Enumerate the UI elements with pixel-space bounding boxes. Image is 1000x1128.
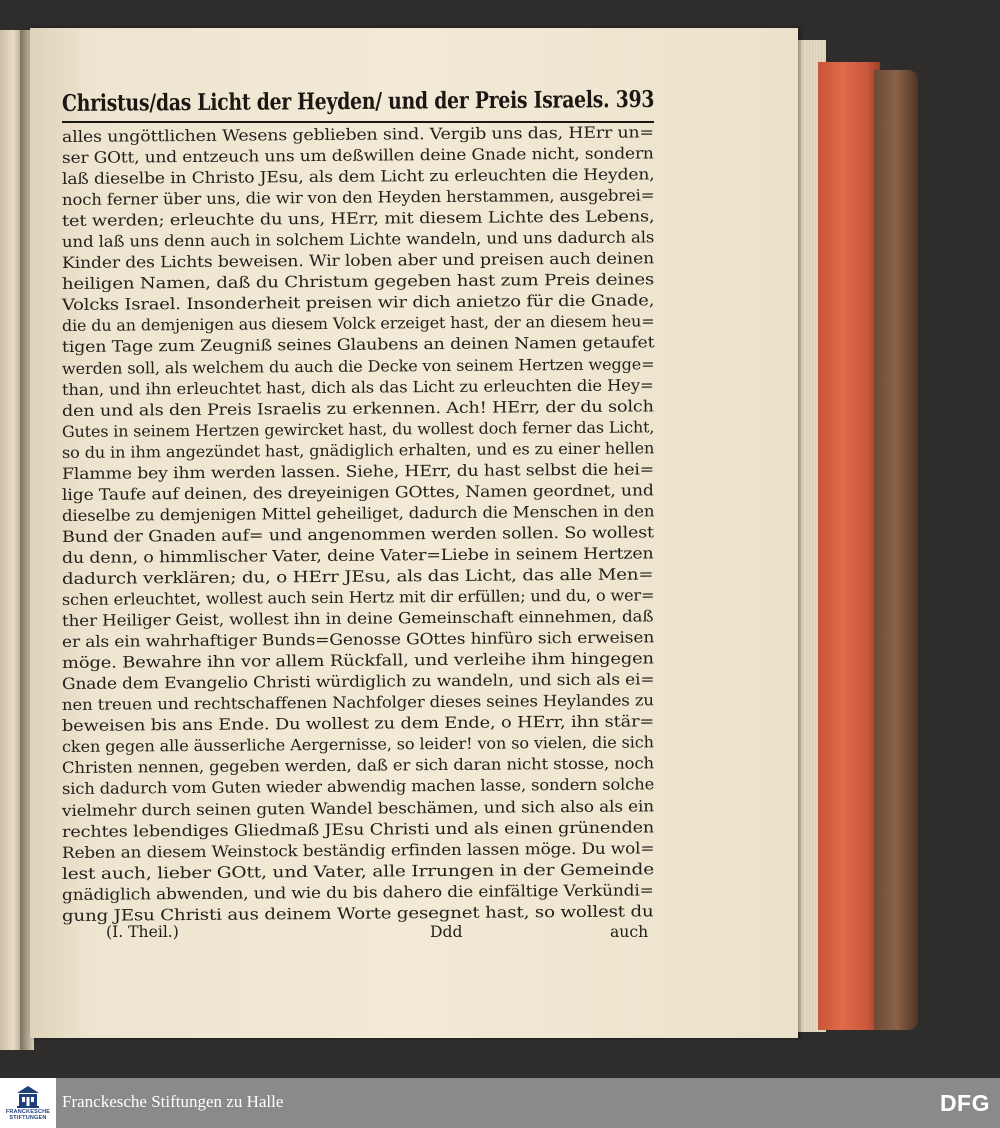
text-line: Kinder des Lichts beweisen. Wir loben aber und preisen auch deinen (61, 249, 655, 273)
text-line: Gutes in seinem Hertzen gewircket hast, du wollest doch ferner das Licht, (61, 418, 655, 441)
text-line: werden soll, als welchem du auch die Decke von seinem Hertzen wegge= (61, 354, 655, 378)
text-line: sich dadurch vom Guten wieder abwendig machen lasse, sondern solche (61, 775, 655, 799)
building-icon (15, 1085, 41, 1109)
text-line: beweisen bis ans Ende. Du wollest zu dem Ende, o HErr, ihn stär= (61, 712, 655, 736)
text-line: Bund der Gnaden auf= und angenommen werden sollen. So wollest (61, 523, 654, 546)
text-line: ser GOtt, und entzeuch uns um deßwillen deine Gnade nicht, sondern (61, 144, 654, 168)
body-text (61, 123, 655, 927)
franckesche-logo[interactable] (0, 1078, 56, 1128)
catchword: auch (610, 922, 649, 941)
text-line: noch ferner über uns, die wir von den Heyden herstammen, ausgebrei= (61, 186, 655, 210)
text-line: er als ein wahrhaftiger Bunds=Genosse GOttes hinfüro sich erweisen (61, 628, 655, 652)
logo-label-top: FRANCKESCHE (5, 1109, 51, 1115)
attribution-bar (0, 1078, 1000, 1128)
text-line: möge. Bewahre ihn vor allem Rückfall, und verleihe ihm hingegen (61, 649, 654, 673)
red-page-edge (818, 62, 880, 1030)
text-line: alles ungöttlichen Wesens geblieben sind. Vergib uns das, HErr un= (61, 123, 655, 146)
text-line: dadurch verklären; du, o HErr JEsu, als das Licht, das alle Men= (61, 565, 654, 588)
logo-label-bottom: STIFTUNGEN (9, 1115, 47, 1121)
text-line: gnädiglich abwenden, und wie du bis dahero die einfältige Verkündi= (61, 881, 654, 904)
text-line: than, und ihn erleuchtet hast, dich als das Licht zu erleuchten die Hey= (61, 375, 654, 399)
running-head-text: Christus/das Licht der Heyden/ und der Preis Israels. (61, 86, 610, 117)
page-footer (62, 923, 654, 947)
text-line: ther Heiliger Geist, wollest ihn in deine Gemeinschaft einnehmen, daß (61, 607, 654, 631)
text-line: du denn, o himmlischer Vater, deine Vater=Liebe in seinem Hertzen (61, 544, 654, 567)
dfg-logo[interactable]: DFG (939, 1090, 990, 1116)
text-line: Gnade dem Evangelio Christi würdiglich zu wandeln, und sich als ei= (61, 670, 655, 694)
text-line: lige Taufe auf deinen, des dreyeinigen GOttes, Namen geordnet, und (61, 481, 654, 504)
text-line: laß dieselbe in Christo JEsu, als dem Licht zu erleuchten die Heyden, (61, 165, 655, 189)
text-line: lest auch, lieber GOtt, und Vater, alle Irrungen in der Gemeinde (61, 859, 655, 883)
text-line: Volcks Israel. Insonderheit preisen wir dich anietzo für die Gnade, (61, 291, 655, 315)
text-line: schen erleuchtet, wollest auch sein Hertz mit dir erfüllen; und du, o wer= (61, 586, 655, 610)
text-line: tigen Tage zum Zeugniß seines Glaubens an deinen Namen getaufet (61, 333, 655, 357)
text-line: tet werden; erleuchte du uns, HErr, mit diesem Lichte des Lebens, (61, 207, 655, 231)
text-line: nen treuen und rechtschaffenen Nachfolger dieses seines Heylandes zu (61, 691, 654, 715)
text-line: Flamme bey ihm werden lassen. Siehe, HErr, du hast selbst die hei= (61, 460, 655, 483)
text-line: rechtes lebendiges Gliedmaß JEsu Christi und als einen grünenden (61, 817, 655, 841)
text-line: den und als den Preis Israelis zu erkennen. Ach! HErr, der du solch (61, 396, 654, 420)
left-page-edge (0, 30, 22, 1050)
text-line: die du an demjenigen aus diesem Volck erzeiget hast, der an diesem heu= (61, 312, 655, 336)
text-line: vielmehr durch seinen guten Wandel beschämen, und sich also als ein (61, 796, 654, 820)
text-line: Christen nennen, gegeben werden, daß er sich daran nicht stosse, noch (61, 754, 655, 778)
volume-label: (I. Theil.) (106, 922, 179, 941)
text-line: gung JEsu Christi aus deinem Worte gesegnet hast, so wollest du (61, 902, 654, 925)
text-line: dieselbe zu demjenigen Mittel geheiliget, dadurch die Menschen in den (61, 502, 655, 525)
text-line: Reben an diesem Weinstock beständig erfinden lassen möge. Du wol= (61, 838, 655, 862)
running-head (61, 85, 655, 117)
text-line: so du in ihm angezündet hast, gnädiglich erhalten, und es zu einer hellen (61, 439, 655, 462)
institution-name[interactable]: Franckesche Stiftungen zu Halle (62, 1092, 284, 1111)
text-line: und laß uns denn auch in solchem Lichte wandeln, und uns dadurch als (61, 228, 655, 252)
text-line: cken gegen alle äusserliche Aergernisse, so leider! von so vielen, die sich (61, 733, 654, 757)
text-line: heiligen Namen, daß du Christum gegeben hast zum Preis deines (61, 270, 655, 294)
signature-mark: Ddd (430, 922, 463, 941)
page-number: 393 (615, 85, 655, 114)
book-cover (874, 70, 918, 1030)
page-content (61, 85, 655, 947)
